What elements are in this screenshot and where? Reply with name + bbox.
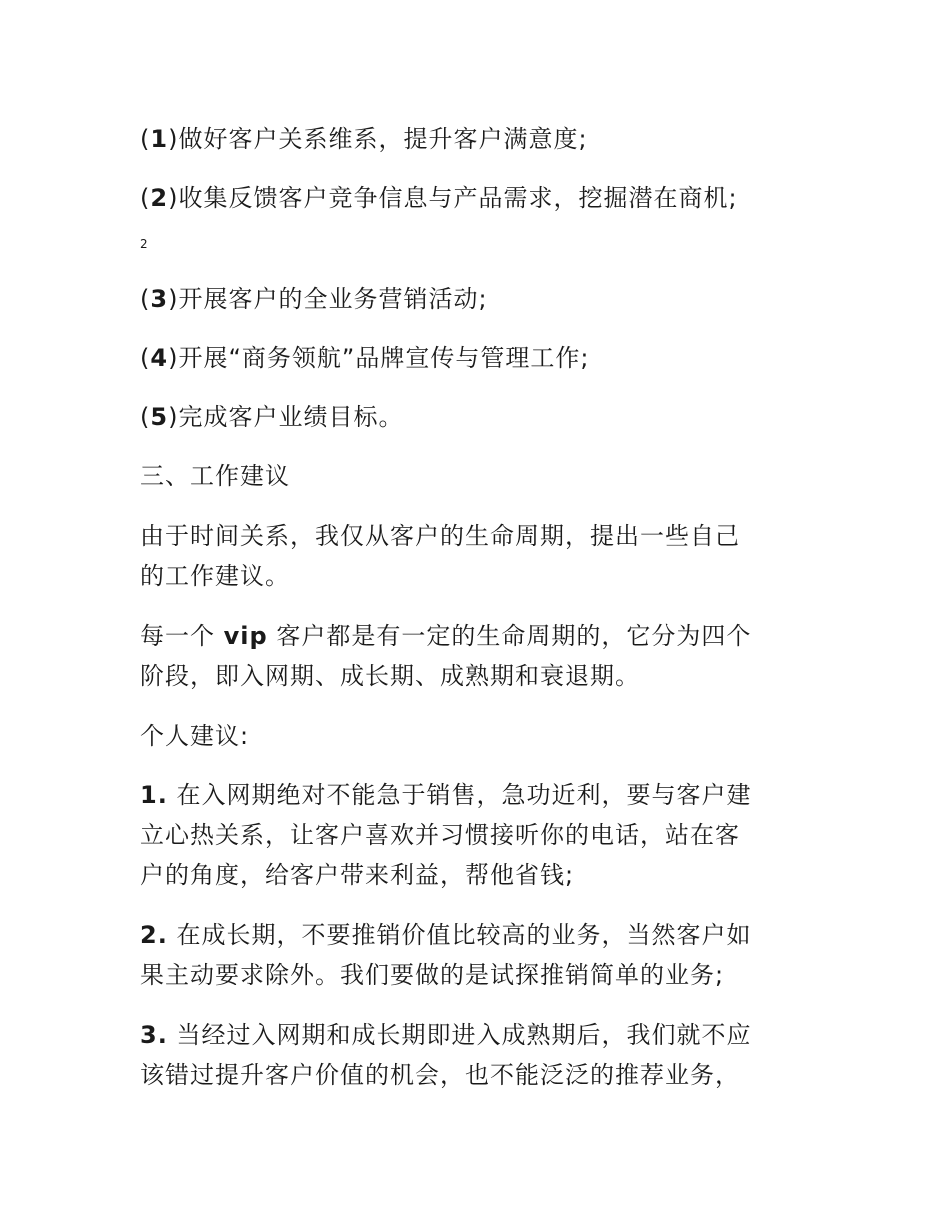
section-heading: 三、工作建议 bbox=[140, 462, 290, 490]
paragraph-2-line-1 bbox=[140, 616, 751, 656]
list-item-2 bbox=[140, 178, 738, 218]
advice-1-line-3: 户的角度，给客户带来利益，帮他省钱; bbox=[140, 861, 575, 889]
advice-text: 在成长期，不要推销价值比较高的业务，当然客户如 bbox=[176, 921, 752, 949]
vip-term: vip bbox=[223, 622, 268, 650]
text-span: 客户都是有一定的生命周期的，它分为四个 bbox=[267, 622, 752, 650]
list-item-text: 完成客户业绩目标。 bbox=[178, 403, 404, 431]
list-item-5 bbox=[140, 397, 403, 437]
paren-close: ) bbox=[168, 125, 179, 153]
advice-3-line-1 bbox=[140, 1015, 751, 1055]
list-item-text: 开展客户的全业务营销活动; bbox=[178, 285, 488, 313]
list-item-4 bbox=[140, 338, 589, 378]
paren-close: ) bbox=[168, 344, 179, 372]
advice-number: 2. bbox=[140, 921, 168, 949]
list-number: 2 bbox=[150, 184, 169, 212]
list-item-text: 收集反馈客户竞争信息与产品需求，挖掘潜在商机; bbox=[178, 184, 738, 212]
advice-1-line-2: 立心热关系，让客户喜欢并习惯接听你的电话，站在客 bbox=[140, 821, 740, 849]
advice-heading: 个人建议: bbox=[140, 722, 250, 750]
list-item-text: 做好客户关系维系，提升客户满意度; bbox=[178, 125, 588, 153]
paren-open: ( bbox=[140, 184, 151, 212]
advice-3-line-2: 该错过提升客户价值的机会，也不能泛泛的推荐业务， bbox=[140, 1061, 740, 1089]
paren-close: ) bbox=[168, 285, 179, 313]
advice-2-line-1 bbox=[140, 915, 751, 955]
paren-open: ( bbox=[140, 285, 151, 313]
advice-text: 当经过入网期和成长期即进入成熟期后，我们就不应 bbox=[176, 1021, 752, 1049]
advice-text: 在入网期绝对不能急于销售，急功近利，要与客户建 bbox=[176, 781, 752, 809]
advice-1-line-1 bbox=[140, 775, 751, 815]
paren-open: ( bbox=[140, 344, 151, 372]
text-span: 每一个 bbox=[140, 622, 224, 650]
advice-2-line-2: 果主动要求除外。我们要做的是试探推销简单的业务; bbox=[140, 961, 725, 989]
list-number: 3 bbox=[150, 285, 169, 313]
list-number: 5 bbox=[150, 403, 169, 431]
paren-open: ( bbox=[140, 403, 151, 431]
advice-number: 3. bbox=[140, 1021, 168, 1049]
list-item-3 bbox=[140, 279, 488, 319]
paren-close: ) bbox=[168, 184, 179, 212]
list-number: 4 bbox=[150, 344, 169, 372]
paragraph-2-line-2: 阶段，即入网期、成长期、成熟期和衰退期。 bbox=[140, 662, 640, 690]
advice-number: 1. bbox=[140, 781, 168, 809]
paragraph-1-line-2: 的工作建议。 bbox=[140, 562, 290, 590]
list-number: 1 bbox=[150, 125, 169, 153]
paren-close: ) bbox=[168, 403, 179, 431]
page-marker: 2 bbox=[140, 237, 148, 251]
paragraph-1-line-1: 由于时间关系，我仅从客户的生命周期，提出一些自己 bbox=[140, 522, 740, 550]
list-item-text: 开展“商务领航”品牌宣传与管理工作; bbox=[178, 344, 590, 372]
list-item-1 bbox=[140, 119, 588, 159]
paren-open: ( bbox=[140, 125, 151, 153]
